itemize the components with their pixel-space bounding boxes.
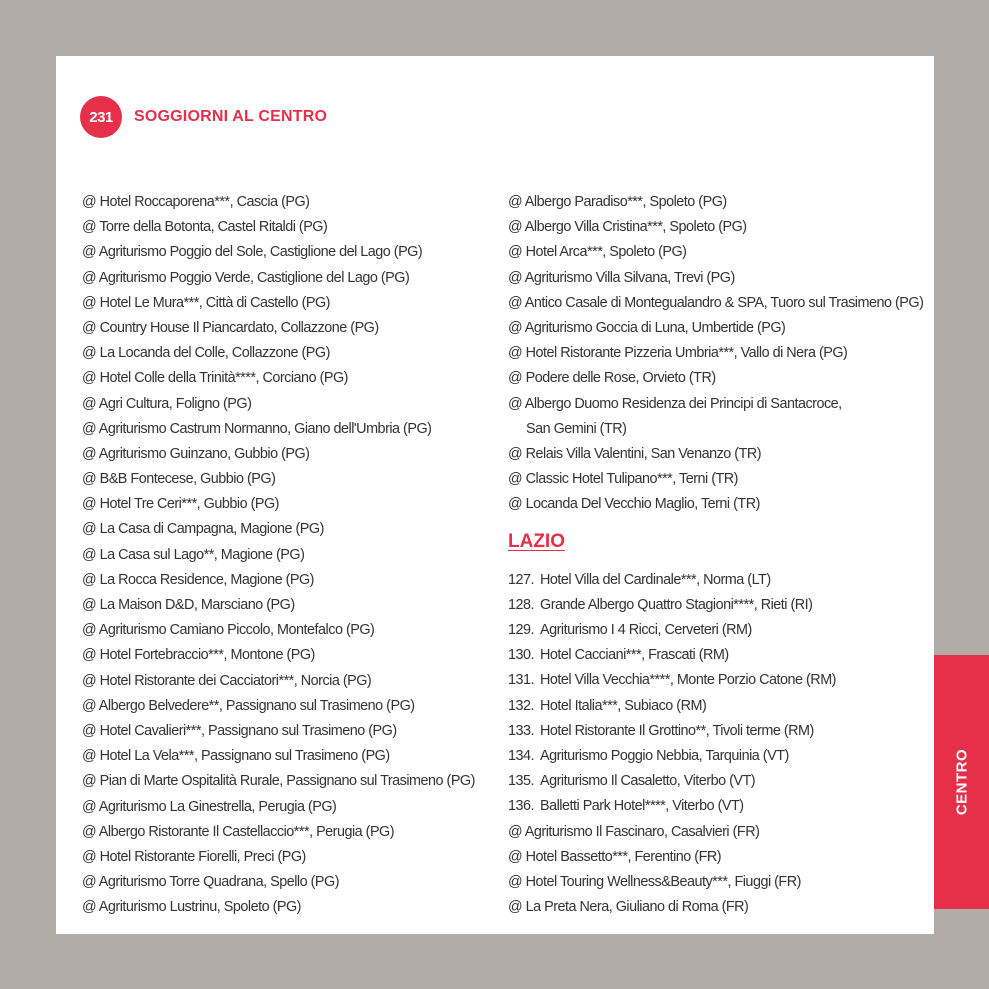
- list-item: @ La Casa di Campagna, Magione (PG): [82, 521, 324, 538]
- numbered-list-item: [508, 769, 923, 794]
- item-text: Hotel Italia***, Subiaco (RM): [540, 697, 707, 714]
- item-text: Agriturismo I 4 Ricci, Cerveteri (RM): [540, 622, 752, 638]
- item-text: Hotel Ristorante Il Grottino**, Tivoli terme (RM): [540, 722, 814, 739]
- list-item: @ Hotel Arca***, Spoleto (PG): [508, 244, 687, 261]
- list-item: @ Albergo Duomo Residenza dei Principi di Santacroce,: [508, 395, 842, 412]
- list-item-continuation: San Gemini (TR): [526, 420, 627, 437]
- item-number: 127.: [508, 571, 535, 588]
- list-item: @ Albergo Paradiso***, Spoleto (PG): [508, 194, 727, 210]
- list-item: @ Hotel La Vela***, Passignano sul Trasimeno (PG): [82, 748, 390, 765]
- item-number: 136.: [508, 798, 535, 815]
- numbered-list-item: [508, 593, 923, 618]
- numbered-list-item: [508, 618, 923, 643]
- item-text: Hotel Villa Vecchia****, Monte Porzio Catone (RM): [540, 672, 836, 689]
- numbered-list-item: [508, 643, 923, 668]
- list-item: @ Podere delle Rose, Orvieto (TR): [508, 370, 716, 387]
- list-item: @ Hotel Cavalieri***, Passignano sul Trasimeno (PG): [82, 722, 397, 739]
- list-item: @ Agriturismo Camiano Piccolo, Montefalco (PG): [82, 622, 375, 639]
- item-text: Grande Albergo Quattro Stagioni****, Rieti (RI): [540, 596, 813, 613]
- item-number: 131.: [508, 672, 535, 689]
- list-item: @ Hotel Touring Wellness&Beauty***, Fiuggi (FR): [508, 873, 801, 890]
- page-number-badge: 231: [80, 96, 122, 138]
- list-item: @ Agriturismo Poggio del Sole, Castiglione del Lago (PG): [82, 244, 423, 261]
- list-item: @ Agriturismo Goccia di Luna, Umbertide (PG): [508, 319, 786, 336]
- list-item: @ Hotel Ristorante Fiorelli, Preci (PG): [82, 848, 306, 865]
- numbered-list-item: [508, 694, 923, 719]
- list-item: @ Agriturismo Il Fascinaro, Casalvieri (FR): [508, 823, 760, 840]
- list-item: @ Hotel Colle della Trinità****, Corciano (PG): [82, 370, 348, 387]
- list-item: @ La Rocca Residence, Magione (PG): [82, 571, 314, 588]
- list-item: @ B&B Fontecese, Gubbio (PG): [82, 471, 276, 488]
- page: [56, 56, 934, 934]
- item-number: 134.: [508, 747, 535, 764]
- numbered-list-item: [508, 568, 923, 593]
- list-item: @ Agriturismo Lustrinu, Spoleto (PG): [82, 899, 301, 916]
- list-item: @ Hotel Fortebraccio***, Montone (PG): [82, 647, 315, 664]
- list-item: @ Hotel Le Mura***, Città di Castello (PG): [82, 294, 330, 311]
- list-item: @ Hotel Ristorante dei Cacciatori***, Norcia (PG): [82, 672, 372, 689]
- side-tab-label: CENTRO: [953, 748, 970, 816]
- list-item: @ Agri Cultura, Foligno (PG): [82, 395, 252, 412]
- list-item: @ Hotel Bassetto***, Ferentino (FR): [508, 848, 722, 865]
- item-number: 132.: [508, 697, 535, 714]
- item-number: 133.: [508, 722, 535, 739]
- list-item: @ Agriturismo La Ginestrella, Perugia (PG): [82, 798, 337, 815]
- list-item: @ Antico Casale di Montegualandro & SPA, Tuoro sul Trasimeno (PG): [508, 294, 924, 311]
- list-item: @ La Casa sul Lago**, Magione (PG): [82, 546, 305, 563]
- page-header: [80, 96, 327, 138]
- list-item: @ La Maison D&D, Marsciano (PG): [82, 597, 295, 613]
- numbered-list-item: [508, 744, 923, 769]
- list-item: @ Relais Villa Valentini, San Venanzo (TR): [508, 445, 762, 462]
- list-item: @ La Preta Nera, Giuliano di Roma (FR): [508, 899, 749, 916]
- right-column-list: [508, 190, 923, 920]
- list-item: @ Agriturismo Poggio Verde, Castiglione del Lago (PG): [82, 269, 410, 286]
- item-number: 129.: [508, 622, 535, 638]
- numbered-list-item: [508, 719, 923, 744]
- item-number: 130.: [508, 647, 535, 664]
- numbered-list-item: [508, 668, 923, 693]
- section-title: SOGGIORNI AL CENTRO: [134, 108, 328, 125]
- numbered-list-item: [508, 794, 923, 819]
- list-item: @ Hotel Roccaporena***, Cascia (PG): [82, 194, 310, 210]
- item-number: 135.: [508, 773, 535, 790]
- list-item: @ Albergo Villa Cristina***, Spoleto (PG): [508, 219, 747, 236]
- list-item: @ Classic Hotel Tulipano***, Terni (TR): [508, 471, 738, 488]
- item-number: 128.: [508, 596, 535, 613]
- item-text: Hotel Cacciani***, Frascati (RM): [540, 647, 729, 664]
- item-text: Agriturismo Il Casaletto, Viterbo (VT): [540, 773, 756, 790]
- list-item: @ La Locanda del Colle, Collazzone (PG): [82, 345, 330, 362]
- list-item: @ Agriturismo Torre Quadrana, Spello (PG): [82, 874, 339, 891]
- item-text: Hotel Villa del Cardinale***, Norma (LT): [540, 571, 771, 588]
- list-item: @ Torre della Botonta, Castel Ritaldi (PG): [82, 219, 328, 236]
- list-item: @ Hotel Ristorante Pizzeria Umbria***, Vallo di Nera (PG): [508, 345, 848, 362]
- side-tab-centro: [934, 655, 989, 909]
- item-text: Agriturismo Poggio Nebbia, Tarquinia (VT): [540, 747, 789, 764]
- list-item: @ Locanda Del Vecchio Maglio, Terni (TR): [508, 496, 760, 513]
- list-item: @ Pian di Marte Ospitalità Rurale, Passignano sul Trasimeno (PG): [82, 773, 475, 790]
- left-column-list: [82, 190, 475, 920]
- list-item: @ Hotel Tre Ceri***, Gubbio (PG): [82, 496, 279, 513]
- list-item: @ Agriturismo Villa Silvana, Trevi (PG): [508, 269, 735, 286]
- region-title-lazio: LAZIO: [508, 531, 565, 553]
- list-item: @ Agriturismo Castrum Normanno, Giano dell'Umbria (PG): [82, 420, 432, 437]
- list-item: @ Albergo Ristorante Il Castellaccio***, Perugia (PG): [82, 823, 395, 840]
- item-text: Balletti Park Hotel****, Viterbo (VT): [540, 798, 744, 815]
- list-item: @ Country House Il Piancardato, Collazzone (PG): [82, 319, 379, 336]
- list-item: @ Albergo Belvedere**, Passignano sul Trasimeno (PG): [82, 697, 415, 714]
- list-item: @ Agriturismo Guinzano, Gubbio (PG): [82, 445, 310, 462]
